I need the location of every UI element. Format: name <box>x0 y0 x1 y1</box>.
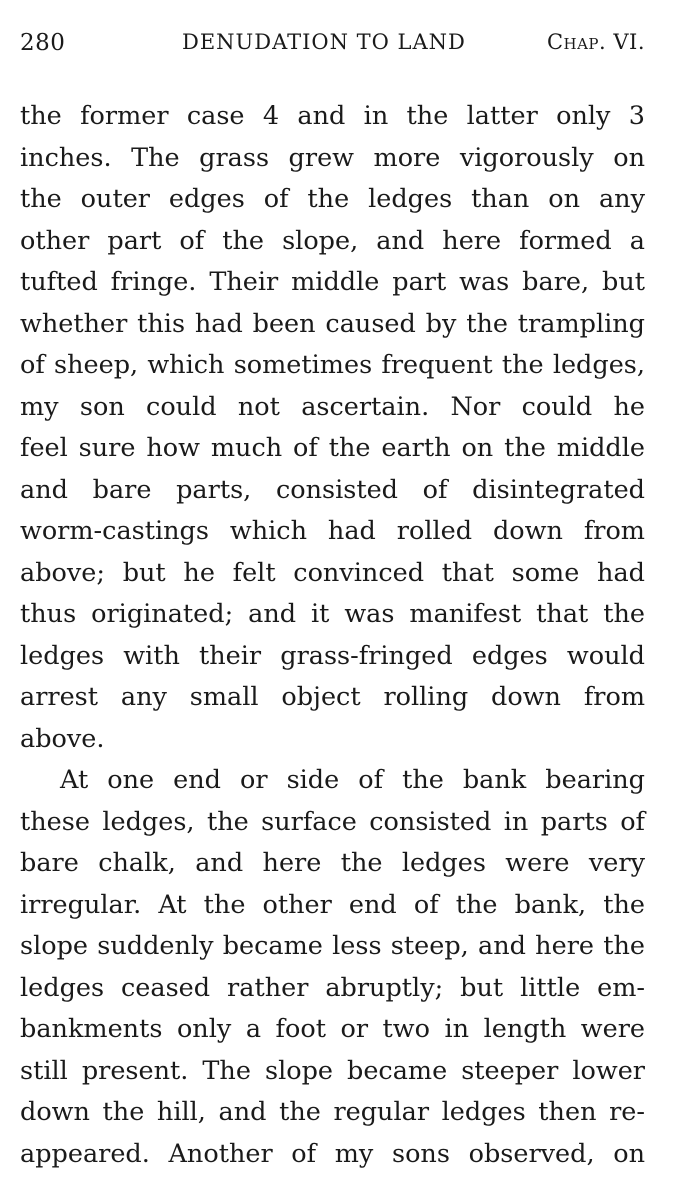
text-line: arrest any small object rolling down from <box>20 682 645 712</box>
body-text <box>20 96 645 1175</box>
text-line: slope suddenly became less steep, and here the <box>20 931 645 961</box>
text-line: still present. The slope became steeper lower <box>20 1055 645 1086</box>
text-line: ledges with their grass-fringed edges would <box>20 640 645 671</box>
text-line: the former case 4 and in the latter only 3 <box>20 101 645 131</box>
text-line: bankments only a foot or two in length were <box>20 1014 645 1044</box>
page-number: 280 <box>20 30 66 56</box>
text-line: bare chalk, and here the ledges were very <box>20 848 645 878</box>
text-line: and bare parts, consisted of disintegrated <box>20 474 645 505</box>
text-line: whether this had been caused by the trampling <box>20 308 645 339</box>
text-line: the outer edges of the ledges than on any <box>20 184 645 214</box>
text-line: appeared. Another of my sons observed, on <box>20 1138 645 1169</box>
text-line: tufted fringe. Their middle part was bare, but <box>20 267 645 297</box>
running-head <box>20 30 645 70</box>
text-line: At one end or side of the bank bearing <box>60 765 645 795</box>
text-line: feel sure how much of the earth on the middle <box>20 433 645 463</box>
text-line: worm-castings which had rolled down from <box>20 516 645 546</box>
text-line: of sheep, which sometimes frequent the ledges, <box>20 350 645 380</box>
text-line: down the hill, and the regular ledges then re- <box>20 1097 645 1127</box>
text-line: irregular. At the other end of the bank, the <box>20 889 645 920</box>
paragraph-1 <box>20 96 645 760</box>
text-line: inches. The grass grew more vigorously on <box>20 142 645 173</box>
chapter-label: Chap. VI. <box>546 30 645 54</box>
paragraph-2 <box>20 760 645 1175</box>
text-line: above; but he felt convinced that some had <box>20 557 645 588</box>
text-line: these ledges, the surface consisted in parts of <box>20 806 645 837</box>
running-title: DENUDATION TO LAND <box>182 30 466 54</box>
text-line: ledges ceased rather abruptly; but little em- <box>20 972 645 1003</box>
text-line: my son could not ascertain. Nor could he <box>20 391 645 422</box>
text-line: above. <box>20 723 105 754</box>
text-line: thus originated; and it was manifest that the <box>20 599 645 629</box>
text-line: other part of the slope, and here formed a <box>20 225 645 256</box>
